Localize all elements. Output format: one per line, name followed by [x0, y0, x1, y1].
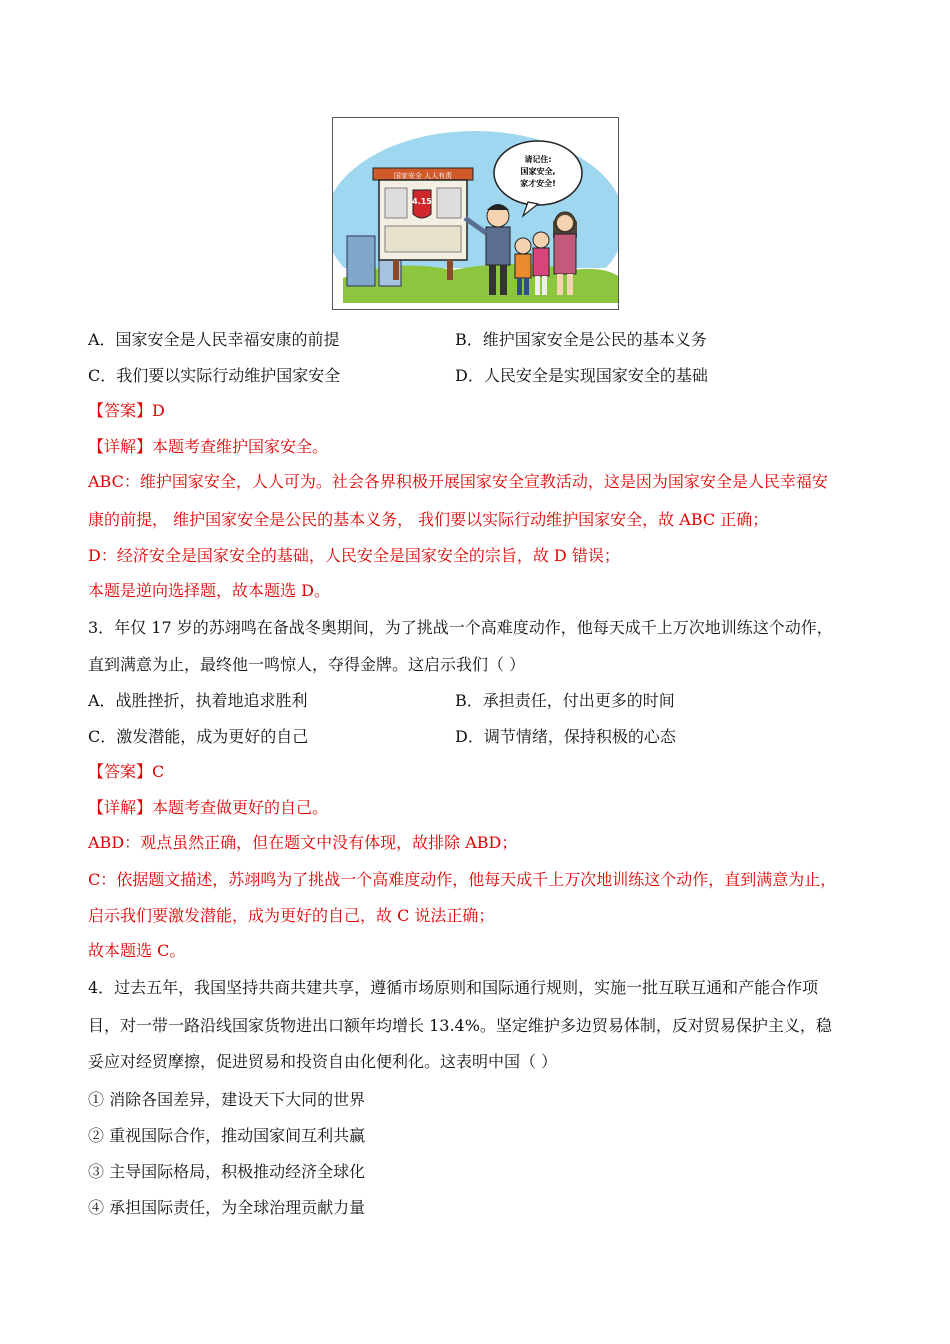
q4-item-4: ④ 承担国际责任，为全球治理贡献力量	[88, 1198, 366, 1217]
q4-stem-3: 妥应对经贸摩擦，促进贸易和投资自由化便利化。这表明中国（ ）	[88, 1052, 558, 1071]
q2-analysis-1: ABC：维护国家安全，人人可为。社会各界积极开展国家安全宣教活动，这是因为国家安全是人民幸福安	[88, 472, 828, 491]
q2-answer: 【答案】D	[88, 401, 165, 420]
q2-option-b: B．维护国家安全是公民的基本义务	[455, 330, 707, 349]
q3-option-a: A．战胜挫折，执着地追求胜利	[88, 691, 308, 710]
q3-stem-2: 直到满意为止，最终他一鸣惊人，夺得金牌。这启示我们（ ）	[88, 655, 526, 674]
q3-analysis-2: C：依据题文描述，苏翊鸣为了挑战一个高难度动作，他每天成千上万次地训练这个动作，直到满意为止，	[88, 870, 837, 889]
q3-option-b: B．承担责任，付出更多的时间	[455, 691, 675, 710]
q3-stem-1: 3．年仅 17 岁的苏翊鸣在备战冬奥期间，为了挑战一个高难度动作，他每天成千上万次地训练这个动作，	[88, 618, 833, 637]
q2-analysis-2: 康的前提， 维护国家安全是公民的基本义务， 我们要以实际行动维护国家安全，故 ABC 正确；	[88, 510, 769, 529]
speech-line-1: 请记住:	[524, 155, 552, 164]
q2-analysis-3: D：经济安全是国家安全的基础，人民安全是国家安全的宗旨，故 D 错误；	[88, 546, 620, 565]
q2-option-d: D．人民安全是实现国家安全的基础	[455, 366, 708, 385]
speech-line-3: 家才安全!	[520, 179, 556, 188]
badge-number: 4.15	[412, 197, 432, 206]
q4-item-1: ① 消除各国差异，建设天下大同的世界	[88, 1090, 366, 1109]
national-security-cartoon	[332, 117, 619, 310]
q3-detail: 【详解】本题考查做更好的自己。	[88, 798, 329, 817]
q3-option-c: C．激发潜能，成为更好的自己	[88, 727, 309, 746]
q2-detail: 【详解】本题考查维护国家安全。	[88, 437, 329, 456]
q3-option-d: D．调节情绪，保持积极的心态	[455, 727, 676, 746]
q3-answer: 【答案】C	[88, 762, 165, 781]
q3-analysis-3: 启示我们要激发潜能，成为更好的自己，故 C 说法正确；	[88, 906, 495, 925]
board-title: 国家安全 人人有责	[393, 172, 453, 180]
q4-item-3: ③ 主导国际格局，积极推动经济全球化	[88, 1162, 366, 1181]
q2-option-a: A．国家安全是人民幸福安康的前提	[88, 330, 340, 349]
q2-analysis-4: 本题是逆向选择题，故本题选 D。	[88, 581, 330, 600]
q4-stem-2: 目，对一带一路沿线国家货物进出口额年均增长 13.4%。坚定维护多边贸易体制，反对贸易保护主义，稳	[88, 1016, 832, 1035]
q4-item-2: ② 重视国际合作，推动国家间互利共赢	[88, 1126, 366, 1145]
q3-analysis-1: ABD：观点虽然正确，但在题文中没有体现，故排除 ABD；	[88, 833, 518, 852]
q4-stem-1: 4．过去五年，我国坚持共商共建共享，遵循市场原则和国际通行规则，实施一批互联互通和产能合作项	[88, 978, 819, 997]
speech-line-2: 国家安全,	[520, 167, 556, 176]
q2-option-c: C．我们要以实际行动维护国家安全	[88, 366, 341, 385]
q3-analysis-4: 故本题选 C。	[88, 941, 186, 960]
